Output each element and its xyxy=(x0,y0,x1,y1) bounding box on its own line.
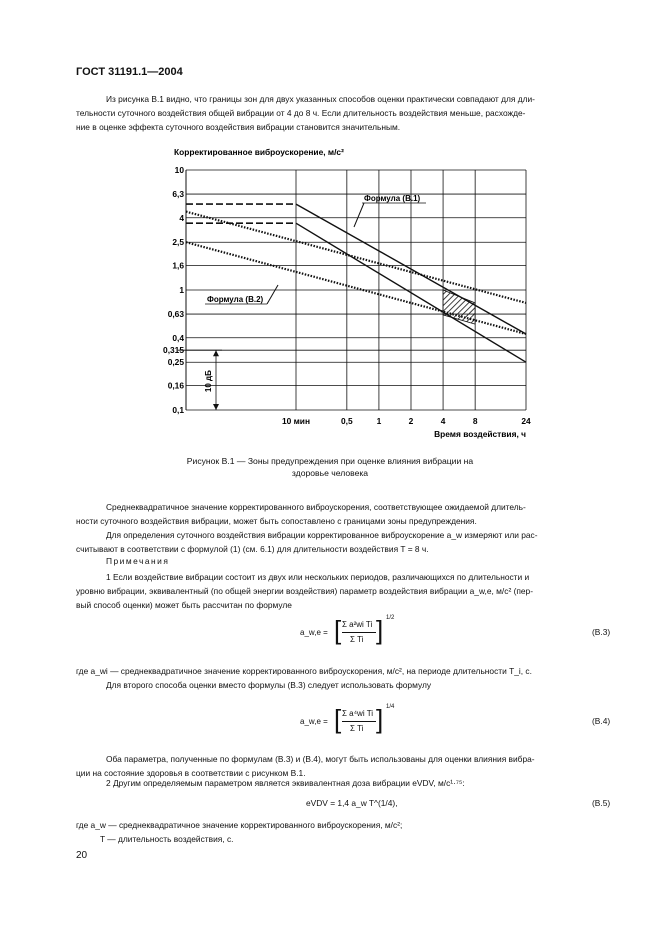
y-tick-label: 2,5 xyxy=(172,237,184,248)
page-number: 20 xyxy=(76,850,88,861)
eq3-number: (В.3) xyxy=(592,627,611,637)
eq3-fraction-bar xyxy=(342,632,376,633)
chart-grid xyxy=(186,170,526,410)
caption-line-2: здоровье человека xyxy=(291,468,369,478)
intro-line-2: тельности суточного воздействия общей вибрации от 4 до 8 ч. Если длительность воздействия меньше, расхожде- xyxy=(76,108,526,118)
y-tick-label: 1 xyxy=(179,285,184,295)
note1-line-1: 1 Если воздействие вибрации состоит из двух или нескольких периодов, различающихся по длительности и xyxy=(106,572,530,582)
eq4-fraction-bar xyxy=(342,721,376,722)
equation-b3 xyxy=(300,615,420,655)
warning-zones-chart xyxy=(150,140,550,450)
bracket-arrow-down xyxy=(213,404,219,410)
both-line-1: Оба параметра, полученные по формулам (В.3) и (В.4), могут быть использованы для оценки влияния вибра- xyxy=(106,754,535,764)
annotation-leader xyxy=(267,285,278,304)
rms-line-2: ности суточного воздействия вибрации, может быть сопоставлено с границами зоны предупреждения. xyxy=(76,516,477,526)
x-tick-label: 24 xyxy=(521,416,531,426)
annotation-10db: 10 дБ xyxy=(204,370,213,393)
eq4-denominator: Σ Ti xyxy=(350,724,364,733)
eq3-lhs: a_w,e = xyxy=(300,628,328,637)
y-tick-label: 10 xyxy=(174,165,184,175)
caption-line-1: Рисунок В.1 — Зоны предупреждения при оценке влияния вибрации на xyxy=(186,456,474,466)
eq5-number: (В.5) xyxy=(592,798,611,808)
eq3-bracket-left: [ xyxy=(334,615,342,645)
eq3-numerator: Σ a²wi Ti xyxy=(342,620,373,629)
y-tick-label: 1,6 xyxy=(172,260,184,271)
intro-line-1: Из рисунка В.1 видно, что границы зон для двух указанных способов оценки практически совпадают для дли- xyxy=(106,94,535,104)
equation-b5: eVDV = 1,4 a_w T^(1/4), xyxy=(306,798,398,808)
intro-paragraph xyxy=(76,92,616,134)
where-2 xyxy=(76,818,616,846)
annotation-formula-b2: Формула (В.2) xyxy=(207,295,264,304)
rms-line-1: Среднеквадратичное значение корректированного виброускорения, соответствующее ожидаемой длитель- xyxy=(106,502,526,512)
hatched-zone xyxy=(443,290,475,324)
chart-y-tick-labels xyxy=(163,165,184,415)
x-tick-label: 1 xyxy=(376,416,382,426)
x-tick-label: 8 xyxy=(472,416,478,426)
eq3-bracket-right: ] xyxy=(376,615,384,645)
where2-line-1: где a_w — среднеквадратичное значение корректированного виброускорения, м/с²; xyxy=(76,820,403,830)
annotation-leader xyxy=(354,203,364,227)
eq4-exponent: 1/4 xyxy=(386,704,395,710)
x-tick-label: 2 xyxy=(408,416,414,426)
eq4-lhs: a_w,e = xyxy=(300,717,328,726)
y-tick-label: 0,4 xyxy=(172,332,184,343)
both-line-2: ции на состояние здоровья в соответствии с рисунком В.1. xyxy=(76,768,306,778)
note1-line-3: вый способ оценки) может быть рассчитан по формуле xyxy=(76,600,292,610)
y-tick-label: 0,25 xyxy=(167,357,184,368)
bracket-arrow-up xyxy=(213,350,219,356)
equation-b4 xyxy=(300,704,420,744)
eq4-number: (В.4) xyxy=(592,716,611,726)
document-header: ГОСТ 31191.1—2004 xyxy=(76,66,183,78)
y-tick-label: 0,16 xyxy=(167,380,184,391)
intro-line-3: ние в оценке эффекта суточного воздействия вибрации становится значительным. xyxy=(76,122,401,132)
y-tick-label: 0,1 xyxy=(172,405,184,415)
second-method: Для второго способа оценки вместо формулы (В.3) следует использовать формулу xyxy=(106,680,432,690)
note1-line-2: уровню вибрации, эквивалентный (по общей энергии воздействия) параметр воздействия вибрации a_w,e, м/с² (пер- xyxy=(76,586,533,596)
paragraph-rms xyxy=(76,500,616,528)
figure-caption xyxy=(120,455,540,479)
y-tick-label: 4 xyxy=(179,212,184,223)
eq4-bracket-right: ] xyxy=(376,704,384,734)
chart-x-tick-labels xyxy=(282,416,531,426)
y-tick-label: 0,63 xyxy=(167,309,184,320)
eq4-bracket-left: [ xyxy=(334,704,342,734)
daily-line-2: считывают в соответствии с формулой (1) (см. 6.1) для длительности воздействия T = 8 ч. xyxy=(76,544,429,554)
eq3-exponent: 1/2 xyxy=(386,615,395,621)
where-1: где a_wi — среднеквадратичное значение корректированного виброускорения, м/с², на периоде длительности T_i, с. xyxy=(76,666,532,676)
x-tick-label: 4 xyxy=(440,416,446,426)
x-tick-label: 0,5 xyxy=(341,416,353,426)
chart-y-axis-label: Корректированное виброускорение, м/с² xyxy=(174,147,344,157)
x-tick-label: 10 мин xyxy=(281,416,311,426)
eq3-denominator: Σ Ti xyxy=(350,635,364,644)
annotation-formula-b1: Формула (В.1) xyxy=(364,194,421,203)
eq4-numerator: Σ a⁴wi Ti xyxy=(342,709,374,718)
chart-x-axis-label: Время воздействия, ч xyxy=(434,429,526,439)
daily-line-1: Для определения суточного воздействия вибрации корректированное виброускорение a_w измеряют или рас- xyxy=(106,530,538,540)
paragraph-daily xyxy=(76,528,616,556)
y-tick-label: 0,315 xyxy=(163,345,184,356)
y-tick-label: 6,3 xyxy=(172,189,184,200)
note-2: 2 Другим определяемым параметром является эквивалентная доза вибрации eVDV, м/с¹·⁷⁵: xyxy=(106,778,465,788)
where2-line-2: T — длительность воздействия, с. xyxy=(100,834,234,844)
notes-title: Примечания xyxy=(106,556,170,566)
note-1 xyxy=(76,570,616,612)
